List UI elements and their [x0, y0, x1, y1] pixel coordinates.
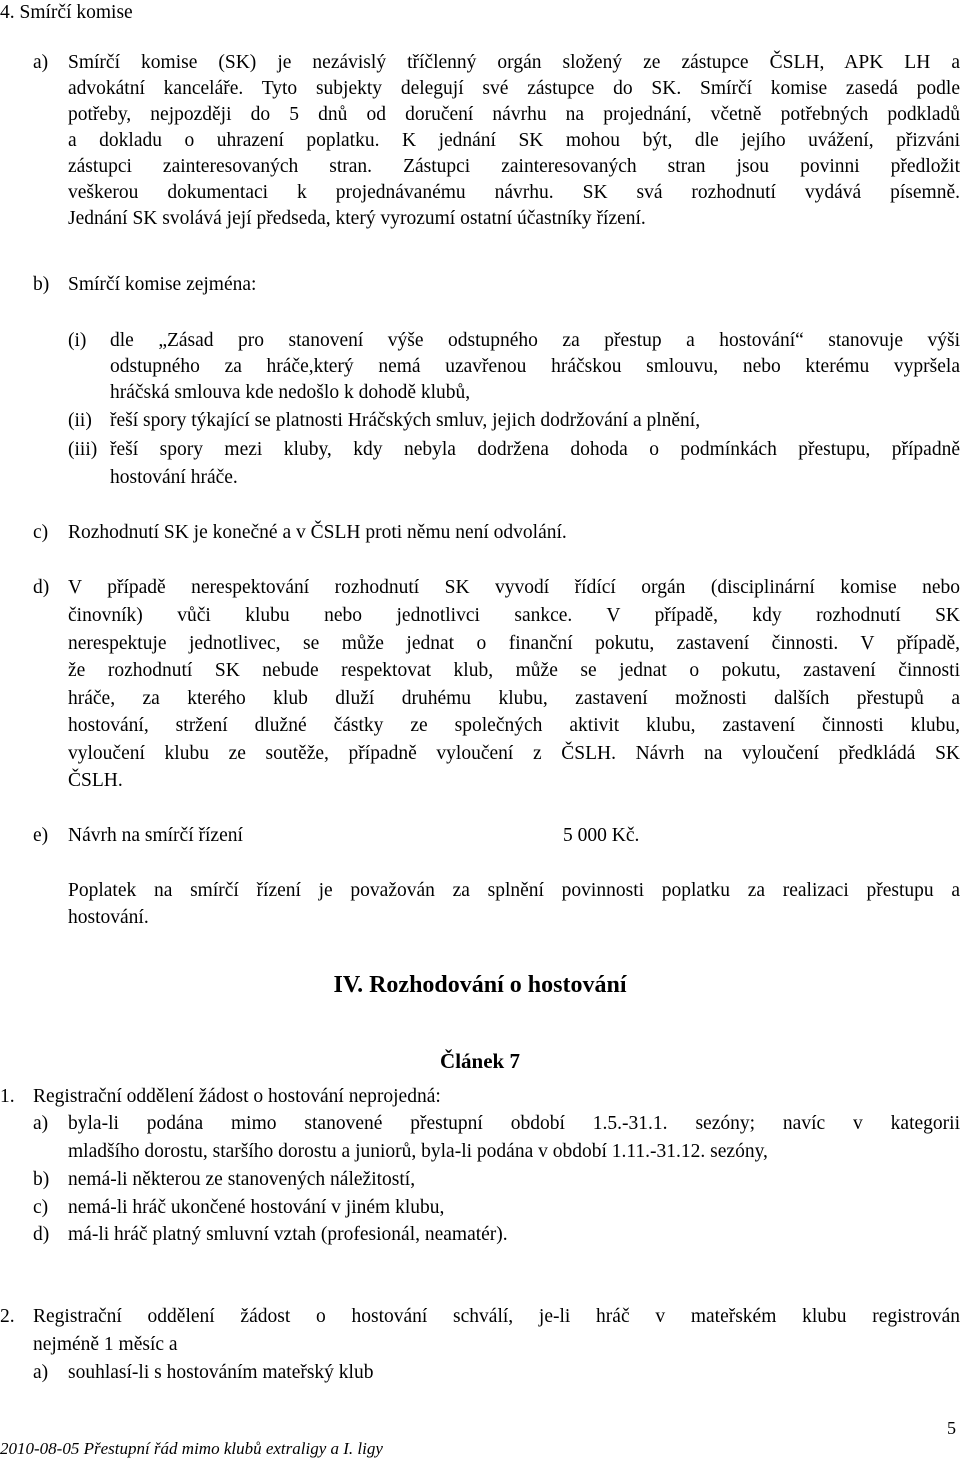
paragraph-line: advokátní kanceláře. Tyto subjekty delegují své zástupce do SK. Smírčí komise zasedá podle	[68, 78, 960, 99]
paragraph-line: V případě nerespektování rozhodnutí SK vyvodí řídící orgán (disciplinární komise nebo	[68, 577, 960, 598]
subitem-line: hráčská smlouva kde nedošlo k dohodě klubů,	[110, 382, 471, 403]
paragraph-line: nerespektuje jednotlivec, se může jednat o finanční pokutu, zastavení činnosti. V případě,	[68, 633, 960, 654]
item-label: c)	[33, 1197, 49, 1218]
item-label: b)	[33, 1169, 50, 1190]
item-line: mladšího dorostu, staršího dorostu a juniorů, byla-li podána v období 1.11.-31.12. sezóny,	[68, 1141, 768, 1162]
item-label: a)	[33, 1113, 49, 1134]
paragraph-line: hostování.	[68, 907, 149, 928]
paragraph-line: že rozhodnutí SK nebude respektovat klub, může se jednat o pokutu, zastavení činnosti	[68, 660, 960, 681]
subitem-number: (iii)	[68, 439, 98, 460]
paragraph-line: Registrační oddělení žádost o hostování neprojedná:	[33, 1086, 441, 1107]
item-label: d)	[33, 1224, 50, 1245]
paragraph-line: Jednání SK svolává její předseda, který vyrozumí ostatní účastníky řízení.	[68, 208, 646, 229]
paragraph-line: Rozhodnutí SK je konečné a v ČSLH proti němu není odvolání.	[68, 522, 567, 543]
item-label-d: d)	[33, 577, 50, 598]
paragraph-line: Poplatek na smírčí řízení je považován za splnění povinnosti poplatku za realizaci přestupu a	[68, 880, 960, 901]
fee-label: Návrh na smírčí řízení	[68, 825, 243, 846]
subitem-line: odstupného za hráče,který nemá uzavřenou hráčskou smlouvu, nebo kterému vypršela	[110, 356, 960, 377]
paragraph-line: ČSLH.	[68, 770, 123, 791]
subitem-line: hostování hráče.	[110, 467, 238, 488]
item-line: souhlasí-li s hostováním mateřský klub	[68, 1362, 374, 1383]
item-label-c: c)	[33, 522, 49, 543]
item-line: nemá-li některou ze stanovených náležitostí,	[68, 1169, 416, 1190]
paragraph-line: Smírčí komise (SK) je nezávislý tříčlenný orgán složený ze zástupce ČSLH, APK LH a	[68, 52, 960, 73]
paragraph-line: zástupci zainteresovaných stran. Zástupci zainteresovaných stran jsou povinni předložit	[68, 156, 960, 177]
paragraph-line: a dokladu o uhrazení poplatku. K jednání SK mohou být, dle jejího uvážení, přizváni	[68, 130, 960, 151]
paragraph-number: 2.	[0, 1306, 15, 1327]
item-line: byla-li podána mimo stanovené přestupní období 1.5.-31.1. sezóny; navíc v kategorii	[68, 1113, 960, 1134]
footer-text: 2010-08-05 Přestupní řád mimo klubů extraligy a I. ligy	[0, 1439, 383, 1458]
paragraph-line: činovník) vůči klubu nebo jednotlivci sankce. V případě, kdy rozhodnutí SK	[68, 605, 960, 626]
item-label-a: a)	[33, 52, 49, 73]
item-line: má-li hráč platný smluvní vztah (profesionál, neamatér).	[68, 1224, 508, 1245]
subitem-line: dle „Zásad pro stanovení výše odstupného za přestup a hostování“ stanovuje výši	[110, 330, 960, 351]
paragraph-line: nejméně 1 měsíc a	[33, 1334, 178, 1355]
item-line: nemá-li hráč ukončené hostování v jiném klubu,	[68, 1197, 445, 1218]
subitem-line: řeší spory mezi kluby, kdy nebyla dodržena dohoda o podmínkách přestupu, případně	[110, 439, 960, 460]
item-label-e: e)	[33, 825, 49, 846]
part-heading: IV. Rozhodování o hostování	[333, 972, 627, 998]
item-label: a)	[33, 1362, 49, 1383]
subitem-number: (i)	[68, 330, 87, 351]
subitem-number: (ii)	[68, 410, 92, 431]
page-number: 5	[947, 1418, 956, 1438]
paragraph-line: hráče, za kterého klub dluží druhému klubu, zastavení možnosti dalších přestupů a	[68, 688, 960, 709]
paragraph-number: 1.	[0, 1086, 15, 1107]
paragraph-line: potřeby, nejpozději do 5 dnů od doručení návrhu na projednání, včetně potřebných podkladů	[68, 104, 960, 125]
subitem-line: řeší spory týkající se platnosti Hráčských smluv, jejich dodržování a plnění,	[110, 410, 701, 431]
paragraph-line: Smírčí komise zejména:	[68, 274, 257, 295]
paragraph-line: hostování, stržení dlužné částky ze společných aktivit klubu, zastavení činnosti klubu,	[68, 715, 960, 736]
paragraph-line: veškerou dokumentaci k projednávanému návrhu. SK svá rozhodnutí vydává písemně.	[68, 182, 960, 203]
item-label-b: b)	[33, 274, 50, 295]
article-heading: Článek 7	[440, 1049, 520, 1073]
section-title: 4. Smírčí komise	[0, 2, 133, 23]
fee-amount: 5 000 Kč.	[563, 825, 640, 846]
paragraph-line: vyloučení klubu ze soutěže, případně vyloučení z ČSLH. Návrh na vyloučení předkládá SK	[68, 743, 960, 764]
paragraph-line: Registrační oddělení žádost o hostování schválí, je-li hráč v mateřském klubu registrován	[33, 1306, 960, 1327]
